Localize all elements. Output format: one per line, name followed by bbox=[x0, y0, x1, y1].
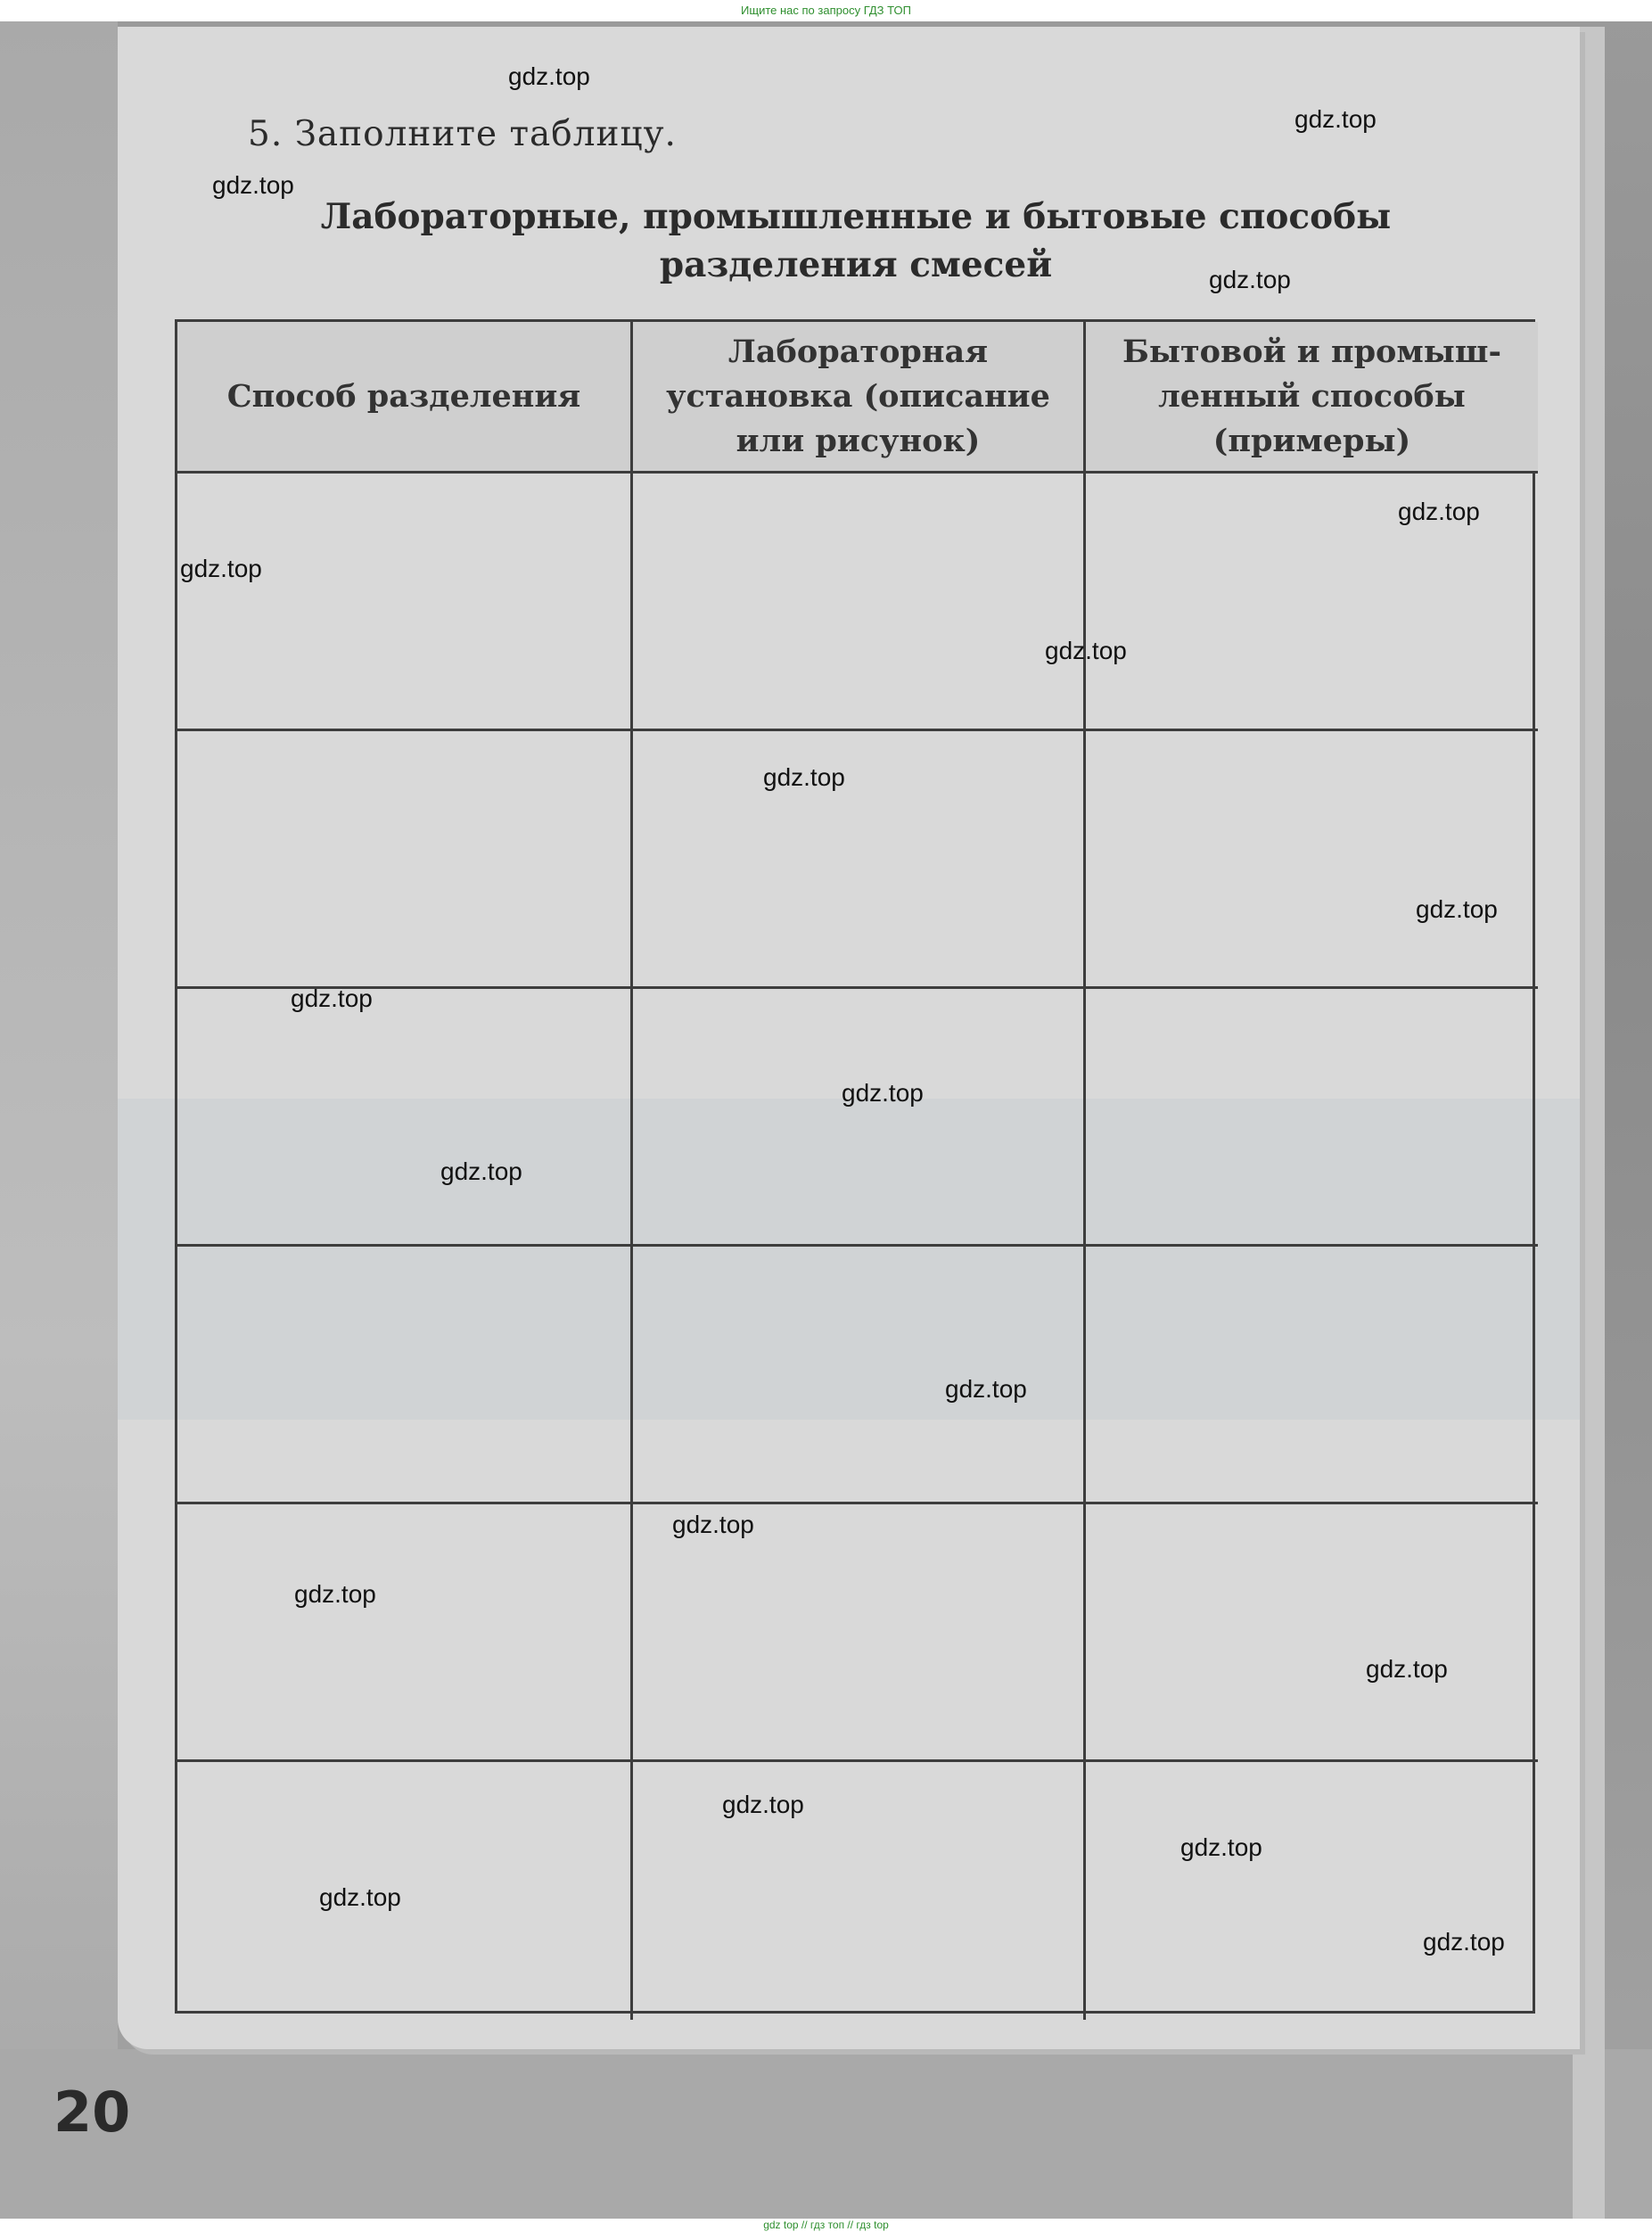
header-method-line-1: Способ разделения bbox=[226, 377, 581, 415]
header-household-line-1: Бытовой и промыш- bbox=[1122, 333, 1502, 370]
watermark: gdz.top bbox=[945, 1375, 1027, 1403]
left-margin bbox=[0, 21, 118, 2232]
row-1-lab-cell[interactable] bbox=[633, 474, 1086, 731]
watermark: gdz.top bbox=[672, 1511, 754, 1538]
row-5-household-cell[interactable] bbox=[1086, 1504, 1538, 1762]
row-6-method-cell[interactable] bbox=[177, 1762, 633, 2020]
row-3-household-cell[interactable] bbox=[1086, 989, 1538, 1247]
task-title: 5. Заполните таблицу. bbox=[248, 114, 677, 154]
watermark: gdz.top bbox=[1366, 1655, 1448, 1683]
watermark: gdz.top bbox=[1045, 637, 1127, 664]
separation-methods-table bbox=[175, 319, 1535, 2014]
watermark: gdz.top bbox=[842, 1079, 924, 1107]
table-heading bbox=[178, 193, 1533, 289]
table-heading-line-2: разделения смесей bbox=[659, 244, 1053, 285]
row-4-household-cell[interactable] bbox=[1086, 1247, 1538, 1504]
header-household-industrial bbox=[1086, 322, 1538, 474]
row-5-lab-cell[interactable] bbox=[633, 1504, 1086, 1762]
watermark: gdz.top bbox=[180, 555, 262, 582]
row-2-household-cell[interactable] bbox=[1086, 731, 1538, 989]
watermark: gdz.top bbox=[722, 1791, 804, 1818]
watermark: gdz.top bbox=[508, 62, 590, 90]
top-banner[interactable]: Ищите нас по запросу ГДЗ ТОП bbox=[0, 0, 1652, 21]
header-household-line-3: (примеры) bbox=[1212, 422, 1411, 459]
row-6-lab-cell[interactable] bbox=[633, 1762, 1086, 2020]
header-lab-setup-line-3: или рисунок) bbox=[736, 422, 981, 459]
row-2-method-cell[interactable] bbox=[177, 731, 633, 989]
watermark: gdz.top bbox=[1209, 266, 1291, 293]
watermark: gdz.top bbox=[1423, 1928, 1505, 1956]
watermark: gdz.top bbox=[1294, 105, 1377, 133]
watermark: gdz.top bbox=[212, 171, 294, 199]
footer-banner[interactable]: gdz top // гдз топ // гдз top bbox=[0, 2219, 1652, 2232]
row-2-lab-cell[interactable] bbox=[633, 731, 1086, 989]
watermark: gdz.top bbox=[294, 1580, 376, 1608]
header-lab-setup-line-2: установка (описание bbox=[666, 377, 1050, 415]
header-lab-setup-line-1: Лабораторная bbox=[727, 333, 989, 370]
table-heading-line-1: Лабораторные, промышленные и бытовые способы bbox=[320, 196, 1392, 237]
watermark: gdz.top bbox=[1416, 895, 1498, 923]
header-lab-setup bbox=[633, 322, 1086, 474]
row-6-household-cell[interactable] bbox=[1086, 1762, 1538, 2020]
header-method bbox=[177, 322, 633, 474]
watermark: gdz.top bbox=[440, 1157, 522, 1185]
header-household-line-2: ленный способы bbox=[1158, 377, 1466, 415]
row-3-method-cell[interactable] bbox=[177, 989, 633, 1247]
row-1-method-cell[interactable] bbox=[177, 474, 633, 731]
page-number: 20 bbox=[53, 2080, 131, 2145]
watermark: gdz.top bbox=[319, 1883, 401, 1911]
watermark: gdz.top bbox=[1180, 1833, 1262, 1861]
row-4-method-cell[interactable] bbox=[177, 1247, 633, 1504]
watermark: gdz.top bbox=[763, 763, 845, 791]
row-5-method-cell[interactable] bbox=[177, 1504, 633, 1762]
bottom-strip bbox=[0, 2049, 1652, 2219]
row-3-lab-cell[interactable] bbox=[633, 989, 1086, 1247]
watermark: gdz.top bbox=[1398, 498, 1480, 525]
watermark: gdz.top bbox=[291, 984, 373, 1012]
